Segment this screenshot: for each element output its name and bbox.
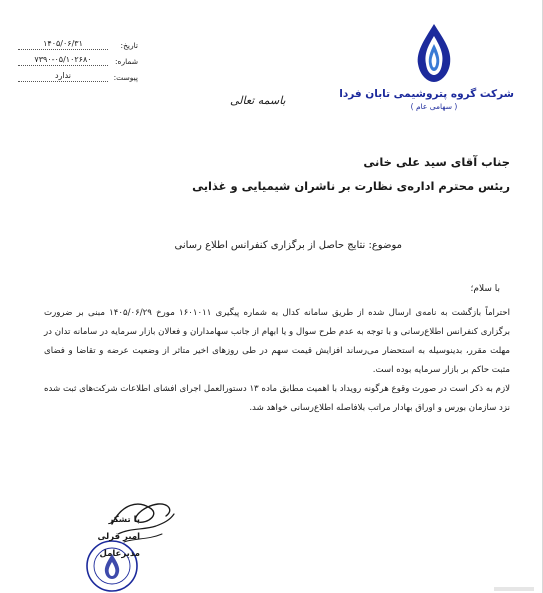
recipient-block <box>192 150 510 198</box>
letter-subject: موضوع: نتایج حاصل از برگزاری کنفرانس اطلاع رسانی <box>174 240 402 251</box>
basmala: باسمه تعالی <box>230 94 286 107</box>
date-label: تاریخ: <box>120 41 138 50</box>
attachment-row <box>18 66 138 82</box>
number-label: شماره: <box>115 57 138 66</box>
salutation: با سلام؛ <box>470 284 500 294</box>
body-paragraph-1: احتراماً بازگشت به نامه‌ی ارسال شده از طریق سامانه کدال به شماره پیگیری ۱۶۰۱۰۱۱ مورخ ۱۴۰۵/۰۶/۲۹ مبنی بر ضرورت برگزاری کنفرانس اطلاع‌رسانی و با توجه به عدم طرح سوال و یا ابهام از جانب سهامداران و فعالان بازار سرمایه در سامانه تدان در مهلت مقرر، بدینوسیله به استحضار می‌رساند افزایش قیمت سهم در طی روزهای اخیر متاثر از وضعیت عرضه و تقاضا و فضای مثبت حاکم بر بازار سرمایه بوده است. <box>44 308 510 375</box>
body-paragraph-2: لازم به ذکر است در صورت وقوع هرگونه رویداد با اهمیت مطابق ماده ۱۳ دستورالعمل اجرای افشای اطلاعات شرکت‌های ثبت شده نزد سازمان بورس و اوراق بهادار مراتب بلافاصله اطلاع‌رسانی خواهد شد. <box>44 384 510 413</box>
signature-closing: با تشکر <box>108 515 140 525</box>
signature-title: مدیرعامل <box>99 549 140 559</box>
date-value: ۱۴۰۵/۰۶/۳۱ <box>18 39 108 50</box>
footer-mark-icon <box>494 585 534 593</box>
recipient-title: ریئس محترم اداره‌ی نظارت بر ناشران شیمیایی و غذایی <box>192 179 510 193</box>
recipient-name: جناب آقای سید علی خانی <box>363 155 510 169</box>
signature-name: امیر قرلی <box>97 532 140 542</box>
attachment-label: پیوست: <box>113 73 138 82</box>
flame-drop-logo-icon <box>414 22 454 84</box>
company-logo-block <box>339 22 514 111</box>
company-type: ( سهامی عام ) <box>410 102 458 111</box>
attachment-value: ندارد <box>18 71 108 82</box>
signature-block <box>80 512 140 563</box>
letter-body <box>44 304 510 418</box>
number-value: ۷۳۹۰-۰۵/۱۰۲۶۸۰ <box>18 55 108 66</box>
date-row <box>18 34 138 50</box>
number-row <box>18 50 138 66</box>
letter-meta <box>18 34 138 82</box>
company-name: شرکت گروه پتروشیمی تابان فردا <box>339 88 514 100</box>
